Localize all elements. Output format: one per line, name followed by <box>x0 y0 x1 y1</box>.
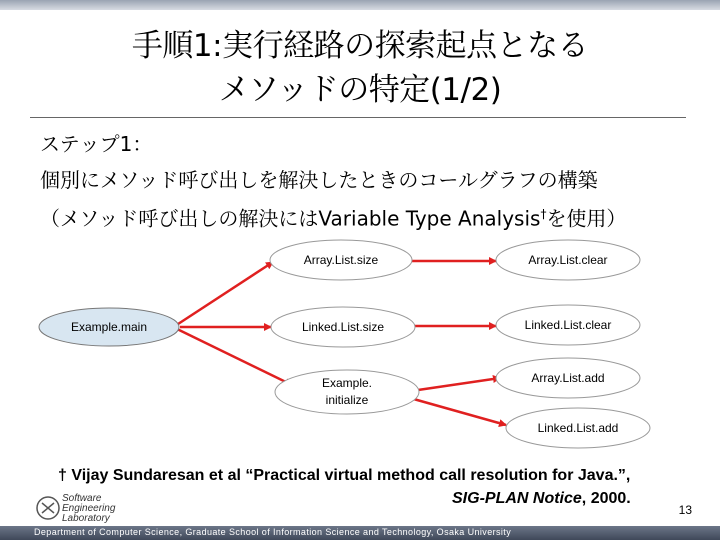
page-number: 13 <box>678 503 692 517</box>
edge-main-array-size <box>175 262 273 326</box>
step-label: ステップ1： <box>40 132 153 156</box>
lab-logo <box>36 494 126 524</box>
node-label-example-init-1: Example. <box>321 376 373 390</box>
node-linked-add <box>506 408 650 448</box>
node-array-clear <box>496 240 640 280</box>
node-array-add <box>496 358 640 398</box>
edge-init-array-add <box>418 378 500 390</box>
edge-init-linked-add <box>410 398 506 425</box>
body-line-2-main: （メソッド呼び出しの解決にはVariable Type Analysis <box>40 206 541 231</box>
node-linked-clear <box>496 305 640 345</box>
footnote-year: , 2000. <box>581 490 631 507</box>
lab-logo-icon <box>36 494 60 522</box>
footnote-venue: SIG-PLAN Notice <box>452 490 582 507</box>
node-label-example-main: Example.main <box>70 320 148 334</box>
node-linked-size <box>271 307 415 347</box>
body-line-2-end: を使用） <box>546 206 627 231</box>
footer-bar <box>0 526 720 540</box>
node-label-array-clear: Array.List.clear <box>528 253 608 267</box>
footnote-line-1: † Vijay Sundaresan et al “Practical virtual method call resolution for Java.”, <box>58 467 631 484</box>
footer-text: Department of Computer Science, Graduate School of Information Science and Technology, Osaka University <box>34 527 512 537</box>
node-label-array-add: Array.List.add <box>531 371 605 385</box>
footnote-line-2 <box>452 490 631 508</box>
node-array-size <box>270 240 412 280</box>
logo-line-3: Laboratory <box>62 513 110 524</box>
node-example-main <box>39 308 179 346</box>
node-label-linked-clear: Linked.List.clear <box>524 318 612 332</box>
node-label-linked-size: Linked.List.size <box>301 320 385 334</box>
title-line-1: 手順1:実行経路の探索起点となる <box>131 28 589 64</box>
node-label-example-init-2: initialize <box>325 393 369 407</box>
edge-main-example-init <box>175 328 292 385</box>
node-example-initialize <box>275 370 419 414</box>
node-label-linked-add: Linked.List.add <box>537 421 619 435</box>
lab-logo-text <box>62 494 115 524</box>
dagger-mark: † <box>540 207 547 221</box>
body-line-1: 個別にメソッド呼び出しを解決したときのコールグラフの構築 <box>40 168 598 192</box>
logo-line-2: Engineering <box>62 503 116 514</box>
logo-line-1: Software <box>62 493 102 504</box>
node-label-array-size: Array.List.size <box>303 253 379 267</box>
title-line-2: メソッドの特定(1/2) <box>218 72 502 108</box>
